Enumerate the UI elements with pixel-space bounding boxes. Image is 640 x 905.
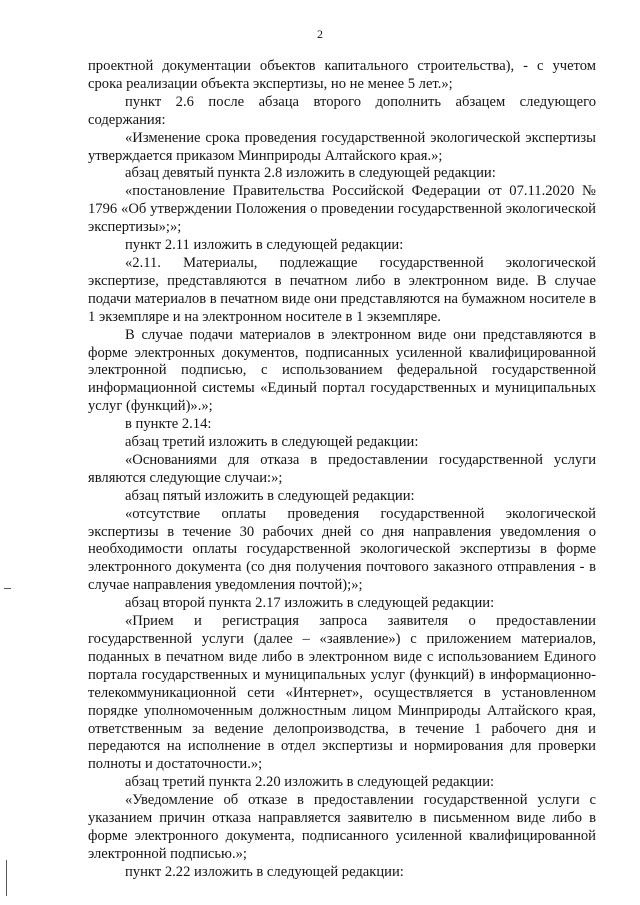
paragraph: абзац пятый изложить в следующей редакции: [125,487,415,504]
scan-edge-mark [6,860,7,896]
paragraph: «Уведомление об отказе в предоставлении государственной услуги с указанием причин отказа направляется заявителю в письменном виде либо в форме электронного документа, подписанного усиленной квалифицированной электронной подписью.»; [88,792,596,862]
paragraph: проектной документации объектов капитального строительства), - с учетом срока реализации объекта экспертизы, но не менее 5 лет.»; [88,58,596,92]
paragraph: в пункте 2.14: [125,416,212,433]
paragraph: «постановление Правительства Российской Федерации от 07.11.2020 № 1796 «Об утверждении Положения о проведении государственной экологической экспертизы»;»; [88,183,596,236]
paragraph: В случае подачи материалов в электронном виде они представляются в форме электронных документов, подписанных усиленной квалифицированной электронной подписью, с использованием федеральной государственной информационной системы «Единый портал государственных и муниципальных услуг (функций)».»; [88,326,596,415]
paragraph: пункт 2.22 изложить в следующей редакции: [125,863,404,880]
paragraph: абзац второй пункта 2.17 изложить в следующей редакции: [125,595,495,612]
paragraph: «Изменение срока проведения государственной экологической экспертизы утверждается приказом Минприроды Алтайского края.»; [88,129,596,164]
paragraph: «отсутствие оплаты проведения государственной экологической экспертизы в течение 30 рабочих дней со дня направления уведомления о необходимости оплаты государственной экологической экспертизы в форме электронного документа (со дня получения почтового заказного отправления - в случае направления уведомления почтой);»; [88,505,596,594]
paragraph: «Прием и регистрация запроса заявителя о предоставлении государственной услуги (далее – «заявление») с приложением материалов, поданных в печатном виде либо в электронном виде с использованием Единого портала государственных и муниципальных услуг (функций) в информационно-телекоммуникационной сети «Интернет», осуществляется в установленном порядке уполномоченным должностным лицом Минприроды Алтайского края, ответственным за ведение делопроизводства, в течение 1 рабочего дня и передаются на исполнение в отдел экспертизы и нормирования для проверки полноты и достаточности.»; [88,613,596,773]
paragraph: «2.11. Материалы, подлежащие государственной экологической экспертизе, представляются в печатном либо в электронном виде. В случае подачи материалов в печатном виде они представляются на бумажном носителе в 1 экземпляре и на электронном носителе в 1 экземпляре. [88,254,596,325]
paragraph: пункт 2.6 после абзаца второго дополнить абзацем следующего содержания: [88,93,596,128]
paragraph: абзац девятый пункта 2.8 изложить в следующей редакции: [125,165,496,182]
document-body [88,58,596,882]
margin-tick [4,588,11,589]
paragraph: абзац третий изложить в следующей редакции: [125,434,419,451]
page-number: 2 [317,27,323,41]
paragraph: пункт 2.11 изложить в следующей редакции: [125,237,404,254]
paragraph: абзац третий пункта 2.20 изложить в следующей редакции: [125,774,495,791]
paragraph: «Основаниями для отказа в предоставлении государственной услуги являются следующие случаи:»; [88,451,596,486]
